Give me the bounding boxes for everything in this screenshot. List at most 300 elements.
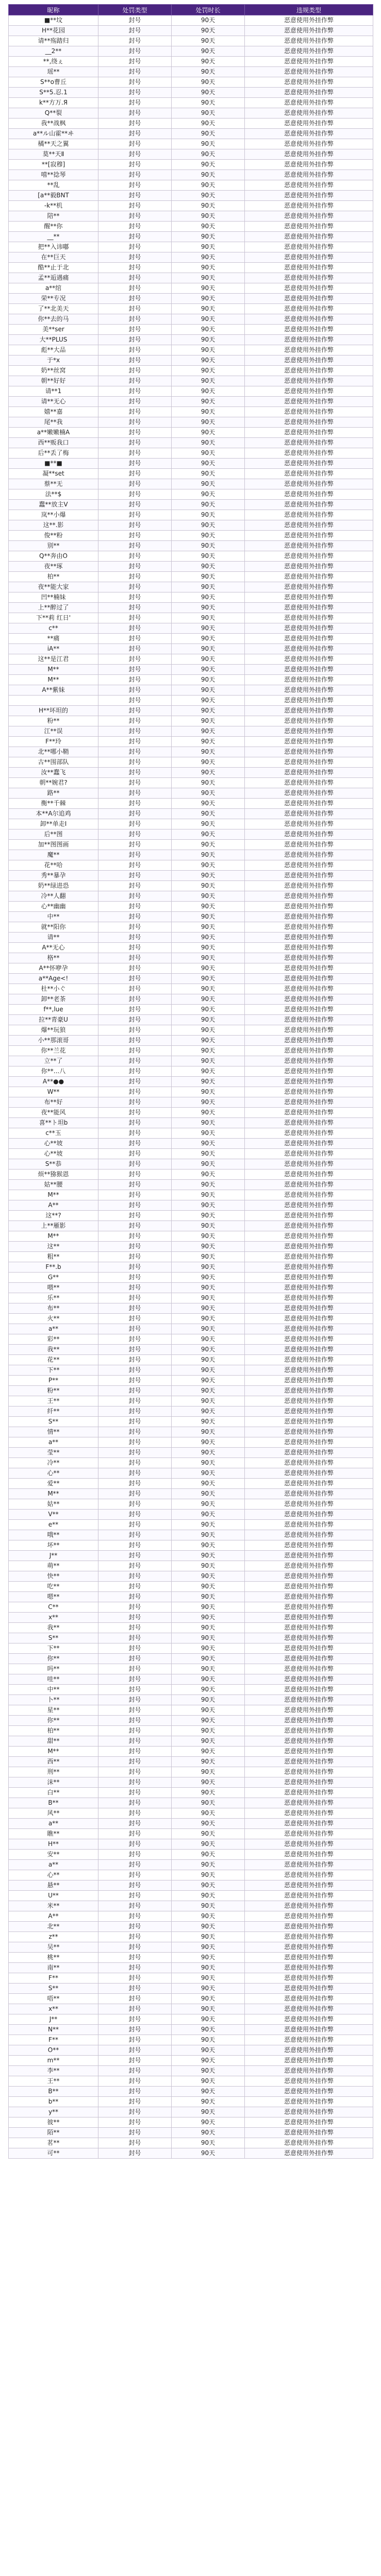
cell-duration: 90天	[172, 1932, 245, 1942]
cell-violation: 恶意使用外挂作弊	[245, 778, 373, 788]
cell-nickname: 心**	[9, 1468, 98, 1479]
table-row	[9, 232, 373, 242]
cell-nickname: M**	[9, 1190, 98, 1200]
cell-violation: 恶意使用外挂作弊	[245, 994, 373, 1005]
cell-punish-type: 封号	[98, 345, 172, 355]
cell-nickname: A**	[9, 1200, 98, 1211]
cell-nickname: M**	[9, 1231, 98, 1242]
cell-nickname: 这**	[9, 1242, 98, 1252]
table-row	[9, 860, 373, 871]
cell-violation: 恶意使用外挂作弊	[245, 1788, 373, 1798]
cell-nickname: [a**毅BNT	[9, 191, 98, 201]
cell-nickname: 北**	[9, 1922, 98, 1932]
table-row	[9, 1293, 373, 1303]
table-row	[9, 1077, 373, 1087]
cell-punish-type: 封号	[98, 850, 172, 860]
table-row	[9, 1025, 373, 1036]
cell-punish-type: 封号	[98, 1530, 172, 1540]
cell-duration: 90天	[172, 500, 245, 510]
cell-duration: 90天	[172, 963, 245, 974]
cell-duration: 90天	[172, 850, 245, 860]
table-row	[9, 2045, 373, 2056]
cell-punish-type: 封号	[98, 634, 172, 644]
cell-violation: 恶意使用外挂作弊	[245, 1118, 373, 1128]
cell-punish-type: 封号	[98, 1633, 172, 1643]
cell-duration: 90天	[172, 1211, 245, 1221]
cell-duration: 90天	[172, 1850, 245, 1860]
cell-violation: 恶意使用外挂作弊	[245, 850, 373, 860]
table-row	[9, 335, 373, 345]
table-row	[9, 963, 373, 974]
table-row	[9, 170, 373, 180]
cell-duration: 90天	[172, 1386, 245, 1396]
table-row	[9, 1891, 373, 1901]
cell-nickname: 爆**玩狼	[9, 1025, 98, 1036]
cell-duration: 90天	[172, 2107, 245, 2117]
cell-duration: 90天	[172, 1685, 245, 1695]
cell-nickname: 唔**	[9, 1994, 98, 2004]
cell-nickname: A**无心	[9, 943, 98, 953]
table-row	[9, 665, 373, 675]
cell-nickname: 火**	[9, 1314, 98, 1324]
cell-violation: 恶意使用外挂作弊	[245, 1963, 373, 1973]
cell-duration: 90天	[172, 366, 245, 376]
table-row	[9, 2076, 373, 2087]
cell-punish-type: 封号	[98, 1273, 172, 1283]
cell-violation: 恶意使用外挂作弊	[245, 716, 373, 726]
cell-violation: 恶意使用外挂作弊	[245, 1932, 373, 1942]
cell-punish-type: 封号	[98, 191, 172, 201]
cell-violation: 恶意使用外挂作弊	[245, 1592, 373, 1602]
cell-violation: 恶意使用外挂作弊	[245, 1293, 373, 1303]
cell-duration: 90天	[172, 1468, 245, 1479]
cell-nickname: 蔡**无	[9, 479, 98, 489]
cell-duration: 90天	[172, 1293, 245, 1303]
cell-violation: 恶意使用外挂作弊	[245, 603, 373, 613]
table-row	[9, 891, 373, 902]
cell-violation: 恶意使用外挂作弊	[245, 1571, 373, 1582]
cell-nickname: 酷**止于北	[9, 263, 98, 273]
cell-nickname: 立**了	[9, 1056, 98, 1066]
cell-nickname: 荣**专况	[9, 294, 98, 304]
cell-punish-type: 封号	[98, 26, 172, 36]
cell-violation: 恶意使用外挂作弊	[245, 654, 373, 665]
cell-punish-type: 封号	[98, 1427, 172, 1437]
cell-duration: 90天	[172, 1355, 245, 1365]
cell-nickname: 嬉**嘉	[9, 407, 98, 417]
cell-duration: 90天	[172, 1520, 245, 1530]
cell-nickname: C**	[9, 1602, 98, 1613]
cell-duration: 90天	[172, 36, 245, 46]
table-row	[9, 1870, 373, 1880]
cell-punish-type: 封号	[98, 1066, 172, 1077]
table-row	[9, 1850, 373, 1860]
cell-punish-type: 封号	[98, 1736, 172, 1747]
cell-punish-type: 封号	[98, 1571, 172, 1582]
table-body	[9, 15, 373, 2159]
cell-punish-type: 封号	[98, 1860, 172, 1870]
cell-violation: 恶意使用外挂作弊	[245, 160, 373, 170]
cell-violation: 恶意使用外挂作弊	[245, 1324, 373, 1334]
cell-punish-type: 封号	[98, 211, 172, 222]
cell-nickname: 请**殇踏归	[9, 36, 98, 46]
cell-punish-type: 封号	[98, 778, 172, 788]
cell-nickname: 爱**	[9, 1479, 98, 1489]
cell-punish-type: 封号	[98, 1767, 172, 1777]
cell-duration: 90天	[172, 912, 245, 922]
cell-violation: 恶意使用外挂作弊	[245, 1345, 373, 1355]
cell-duration: 90天	[172, 407, 245, 417]
cell-punish-type: 封号	[98, 1324, 172, 1334]
table-row	[9, 26, 373, 36]
table-row	[9, 417, 373, 428]
cell-violation: 恶意使用外挂作弊	[245, 2087, 373, 2097]
cell-violation: 恶意使用外挂作弊	[245, 953, 373, 963]
cell-duration: 90天	[172, 428, 245, 438]
cell-punish-type: 封号	[98, 459, 172, 469]
cell-violation: 恶意使用外挂作弊	[245, 397, 373, 407]
table-row	[9, 1180, 373, 1190]
cell-punish-type: 封号	[98, 469, 172, 479]
cell-duration: 90天	[172, 1808, 245, 1819]
table-row	[9, 1953, 373, 1963]
table-header-row	[9, 5, 373, 15]
cell-violation: 恶意使用外挂作弊	[245, 108, 373, 118]
cell-violation: 恶意使用外挂作弊	[245, 665, 373, 675]
cell-violation: 恶意使用外挂作弊	[245, 263, 373, 273]
cell-violation: 恶意使用外挂作弊	[245, 706, 373, 716]
cell-nickname: 后**丢了梅	[9, 448, 98, 459]
table-row	[9, 737, 373, 747]
cell-nickname: 尾**我	[9, 417, 98, 428]
cell-punish-type: 封号	[98, 36, 172, 46]
cell-duration: 90天	[172, 902, 245, 912]
cell-punish-type: 封号	[98, 860, 172, 871]
cell-punish-type: 封号	[98, 1942, 172, 1953]
table-row	[9, 386, 373, 397]
cell-violation: 恶意使用外挂作弊	[245, 634, 373, 644]
cell-violation: 恶意使用外挂作弊	[245, 2076, 373, 2087]
table-row	[9, 1716, 373, 1726]
cell-violation: 恶意使用外挂作弊	[245, 799, 373, 809]
cell-duration: 90天	[172, 1561, 245, 1571]
cell-punish-type: 封号	[98, 510, 172, 520]
cell-nickname: B**	[9, 2087, 98, 2097]
cell-punish-type: 封号	[98, 1685, 172, 1695]
table-row	[9, 1839, 373, 1850]
cell-nickname: 嘻**捻琴	[9, 170, 98, 180]
cell-punish-type: 封号	[98, 180, 172, 191]
cell-violation: 恶意使用外挂作弊	[245, 623, 373, 634]
table-row	[9, 1262, 373, 1273]
cell-nickname: 粉**	[9, 716, 98, 726]
cell-punish-type: 封号	[98, 2035, 172, 2045]
cell-duration: 90天	[172, 1726, 245, 1736]
cell-punish-type: 封号	[98, 335, 172, 345]
cell-violation: 恶意使用外挂作弊	[245, 1437, 373, 1448]
cell-nickname: F**.b	[9, 1262, 98, 1273]
cell-duration: 90天	[172, 1252, 245, 1262]
table-row	[9, 675, 373, 685]
cell-duration: 90天	[172, 1551, 245, 1561]
cell-nickname: 路**	[9, 788, 98, 799]
cell-nickname: 加**图图画	[9, 840, 98, 850]
table-row	[9, 1314, 373, 1324]
cell-violation: 恶意使用外挂作弊	[245, 191, 373, 201]
cell-nickname: 橘**天之翼	[9, 139, 98, 149]
cell-nickname: 请**1	[9, 386, 98, 397]
cell-duration: 90天	[172, 1695, 245, 1705]
cell-nickname: 小**那滚哥	[9, 1036, 98, 1046]
cell-punish-type: 封号	[98, 2148, 172, 2159]
table-row	[9, 325, 373, 335]
table-row	[9, 1643, 373, 1654]
cell-duration: 90天	[172, 1056, 245, 1066]
cell-duration: 90天	[172, 1633, 245, 1643]
cell-violation: 恶意使用外挂作弊	[245, 1984, 373, 1994]
cell-violation: 恶意使用外挂作弊	[245, 644, 373, 654]
table-row	[9, 1066, 373, 1077]
cell-punish-type: 封号	[98, 2056, 172, 2066]
cell-violation: 恶意使用外挂作弊	[245, 459, 373, 469]
cell-nickname: 我**	[9, 1623, 98, 1633]
cell-nickname: 后**图	[9, 829, 98, 840]
cell-duration: 90天	[172, 1571, 245, 1582]
cell-violation: 恶意使用外挂作弊	[245, 1747, 373, 1757]
cell-duration: 90天	[172, 2138, 245, 2148]
table-row	[9, 407, 373, 417]
cell-violation: 恶意使用外挂作弊	[245, 1911, 373, 1922]
cell-violation: 恶意使用外挂作弊	[245, 2014, 373, 2025]
cell-violation: 恶意使用外挂作弊	[245, 1262, 373, 1273]
cell-punish-type: 封号	[98, 108, 172, 118]
table-row	[9, 88, 373, 98]
cell-punish-type: 封号	[98, 273, 172, 283]
cell-duration: 90天	[172, 1334, 245, 1345]
cell-violation: 恶意使用外挂作弊	[245, 2138, 373, 2148]
table-row	[9, 314, 373, 325]
cell-punish-type: 封号	[98, 314, 172, 325]
cell-duration: 90天	[172, 953, 245, 963]
cell-duration: 90天	[172, 1180, 245, 1190]
cell-punish-type: 封号	[98, 1314, 172, 1324]
cell-duration: 90天	[172, 1417, 245, 1427]
cell-duration: 90天	[172, 180, 245, 191]
cell-nickname: M**	[9, 665, 98, 675]
table-row	[9, 1396, 373, 1406]
cell-duration: 90天	[172, 881, 245, 891]
cell-punish-type: 封号	[98, 582, 172, 592]
cell-punish-type: 封号	[98, 386, 172, 397]
cell-violation: 恶意使用外挂作弊	[245, 417, 373, 428]
table-row	[9, 1520, 373, 1530]
cell-punish-type: 封号	[98, 1417, 172, 1427]
cell-duration: 90天	[172, 1973, 245, 1984]
cell-punish-type: 封号	[98, 1705, 172, 1716]
cell-nickname: 北**哪小鞘	[9, 747, 98, 757]
cell-punish-type: 封号	[98, 1128, 172, 1139]
cell-duration: 90天	[172, 139, 245, 149]
cell-nickname: 上**醉过了	[9, 603, 98, 613]
table-row	[9, 1510, 373, 1520]
cell-violation: 恶意使用外挂作弊	[245, 963, 373, 974]
cell-nickname: 杜**小ぐ	[9, 984, 98, 994]
cell-punish-type: 封号	[98, 799, 172, 809]
cell-violation: 恶意使用外挂作弊	[245, 355, 373, 366]
cell-duration: 90天	[172, 2004, 245, 2014]
cell-violation: 恶意使用外挂作弊	[245, 768, 373, 778]
cell-duration: 90天	[172, 1077, 245, 1087]
table-row	[9, 2066, 373, 2076]
cell-punish-type: 封号	[98, 2128, 172, 2138]
table-row	[9, 1736, 373, 1747]
cell-punish-type: 封号	[98, 1582, 172, 1592]
cell-nickname: 这**.影	[9, 520, 98, 531]
cell-violation: 恶意使用外挂作弊	[245, 1726, 373, 1736]
cell-punish-type: 封号	[98, 479, 172, 489]
cell-violation: 恶意使用外挂作弊	[245, 469, 373, 479]
cell-punish-type: 封号	[98, 1592, 172, 1602]
cell-punish-type: 封号	[98, 407, 172, 417]
cell-punish-type: 封号	[98, 572, 172, 582]
table-row	[9, 726, 373, 737]
cell-nickname: A**	[9, 1911, 98, 1922]
cell-duration: 90天	[172, 1139, 245, 1149]
cell-duration: 90天	[172, 1489, 245, 1499]
cell-punish-type: 封号	[98, 1891, 172, 1901]
cell-violation: 恶意使用外挂作弊	[245, 1850, 373, 1860]
cell-nickname: 哇**	[9, 1674, 98, 1685]
table-row	[9, 376, 373, 386]
cell-nickname: 江**误	[9, 726, 98, 737]
cell-punish-type: 封号	[98, 1036, 172, 1046]
cell-nickname: M**	[9, 1747, 98, 1757]
cell-duration: 90天	[172, 170, 245, 180]
table-row	[9, 129, 373, 139]
cell-duration: 90天	[172, 819, 245, 829]
cell-duration: 90天	[172, 2097, 245, 2107]
table-row	[9, 2087, 373, 2097]
table-row	[9, 118, 373, 129]
cell-violation: 恶意使用外挂作弊	[245, 77, 373, 88]
table-row	[9, 685, 373, 696]
cell-nickname: 陌**	[9, 2128, 98, 2138]
table-row	[9, 850, 373, 860]
cell-punish-type: 封号	[98, 201, 172, 211]
cell-duration: 90天	[172, 2045, 245, 2056]
table-row	[9, 1808, 373, 1819]
cell-punish-type: 封号	[98, 1850, 172, 1860]
cell-violation: 恶意使用外挂作弊	[245, 170, 373, 180]
cell-punish-type: 封号	[98, 726, 172, 737]
cell-punish-type: 封号	[98, 922, 172, 933]
cell-duration: 90天	[172, 314, 245, 325]
cell-nickname: 布**好	[9, 1097, 98, 1108]
cell-nickname: 陪**	[9, 211, 98, 222]
cell-duration: 90天	[172, 860, 245, 871]
cell-punish-type: 封号	[98, 160, 172, 170]
header-punish-type: 处罚类型	[98, 5, 172, 15]
cell-punish-type: 封号	[98, 1561, 172, 1571]
table-row	[9, 160, 373, 170]
cell-nickname: 萌**	[9, 1561, 98, 1571]
cell-violation: 恶意使用外挂作弊	[245, 1066, 373, 1077]
cell-nickname: 白**	[9, 1788, 98, 1798]
cell-duration: 90天	[172, 1242, 245, 1252]
cell-punish-type: 封号	[98, 15, 172, 26]
table-row	[9, 15, 373, 26]
cell-duration: 90天	[172, 1922, 245, 1932]
table-row	[9, 531, 373, 541]
cell-duration: 90天	[172, 984, 245, 994]
cell-nickname: H**花园	[9, 26, 98, 36]
table-row	[9, 1283, 373, 1293]
cell-duration: 90天	[172, 448, 245, 459]
cell-punish-type: 封号	[98, 1180, 172, 1190]
cell-punish-type: 封号	[98, 1839, 172, 1850]
cell-violation: 恶意使用外挂作弊	[245, 448, 373, 459]
cell-duration: 90天	[172, 510, 245, 520]
cell-duration: 90天	[172, 325, 245, 335]
cell-violation: 恶意使用外挂作弊	[245, 139, 373, 149]
cell-nickname: 心**幽幽	[9, 902, 98, 912]
cell-violation: 恶意使用外挂作弊	[245, 149, 373, 160]
cell-nickname: 朝**婉君?	[9, 778, 98, 788]
cell-nickname: S**o曹丘	[9, 77, 98, 88]
cell-nickname: f**,lue	[9, 1005, 98, 1015]
cell-duration: 90天	[172, 891, 245, 902]
cell-nickname: 花**哈	[9, 860, 98, 871]
table-row	[9, 1829, 373, 1839]
cell-violation: 恶意使用外挂作弊	[245, 1994, 373, 2004]
cell-nickname: N**	[9, 2025, 98, 2035]
cell-punish-type: 封号	[98, 438, 172, 448]
table-row	[9, 788, 373, 799]
cell-duration: 90天	[172, 263, 245, 273]
table-row	[9, 2128, 373, 2138]
table-row	[9, 1046, 373, 1056]
cell-nickname: A**怀咿孕	[9, 963, 98, 974]
cell-nickname: 秀**暴孕	[9, 871, 98, 881]
cell-nickname: 别**	[9, 541, 98, 551]
table-row	[9, 994, 373, 1005]
cell-violation: 恶意使用外挂作弊	[245, 1283, 373, 1293]
cell-nickname: a**	[9, 1437, 98, 1448]
cell-punish-type: 封号	[98, 1118, 172, 1128]
table-row	[9, 840, 373, 850]
cell-punish-type: 封号	[98, 222, 172, 232]
cell-nickname: 衡**千棘	[9, 799, 98, 809]
table-row	[9, 67, 373, 77]
cell-duration: 90天	[172, 1860, 245, 1870]
table-row	[9, 1623, 373, 1633]
cell-violation: 恶意使用外挂作弊	[245, 1025, 373, 1036]
cell-nickname: 米**	[9, 1901, 98, 1911]
cell-nickname: 花**	[9, 1355, 98, 1365]
cell-violation: 恶意使用外挂作弊	[245, 1757, 373, 1767]
cell-violation: 恶意使用外挂作弊	[245, 1149, 373, 1159]
table-row	[9, 1458, 373, 1468]
table-row	[9, 2117, 373, 2128]
cell-nickname: 岚**小爆	[9, 510, 98, 520]
cell-nickname: 你**...八	[9, 1066, 98, 1077]
cell-punish-type: 封号	[98, 696, 172, 706]
table-row	[9, 1963, 373, 1973]
table-row	[9, 1303, 373, 1314]
cell-violation: 恶意使用外挂作弊	[245, 118, 373, 129]
cell-duration: 90天	[172, 191, 245, 201]
cell-nickname: 你**	[9, 1716, 98, 1726]
